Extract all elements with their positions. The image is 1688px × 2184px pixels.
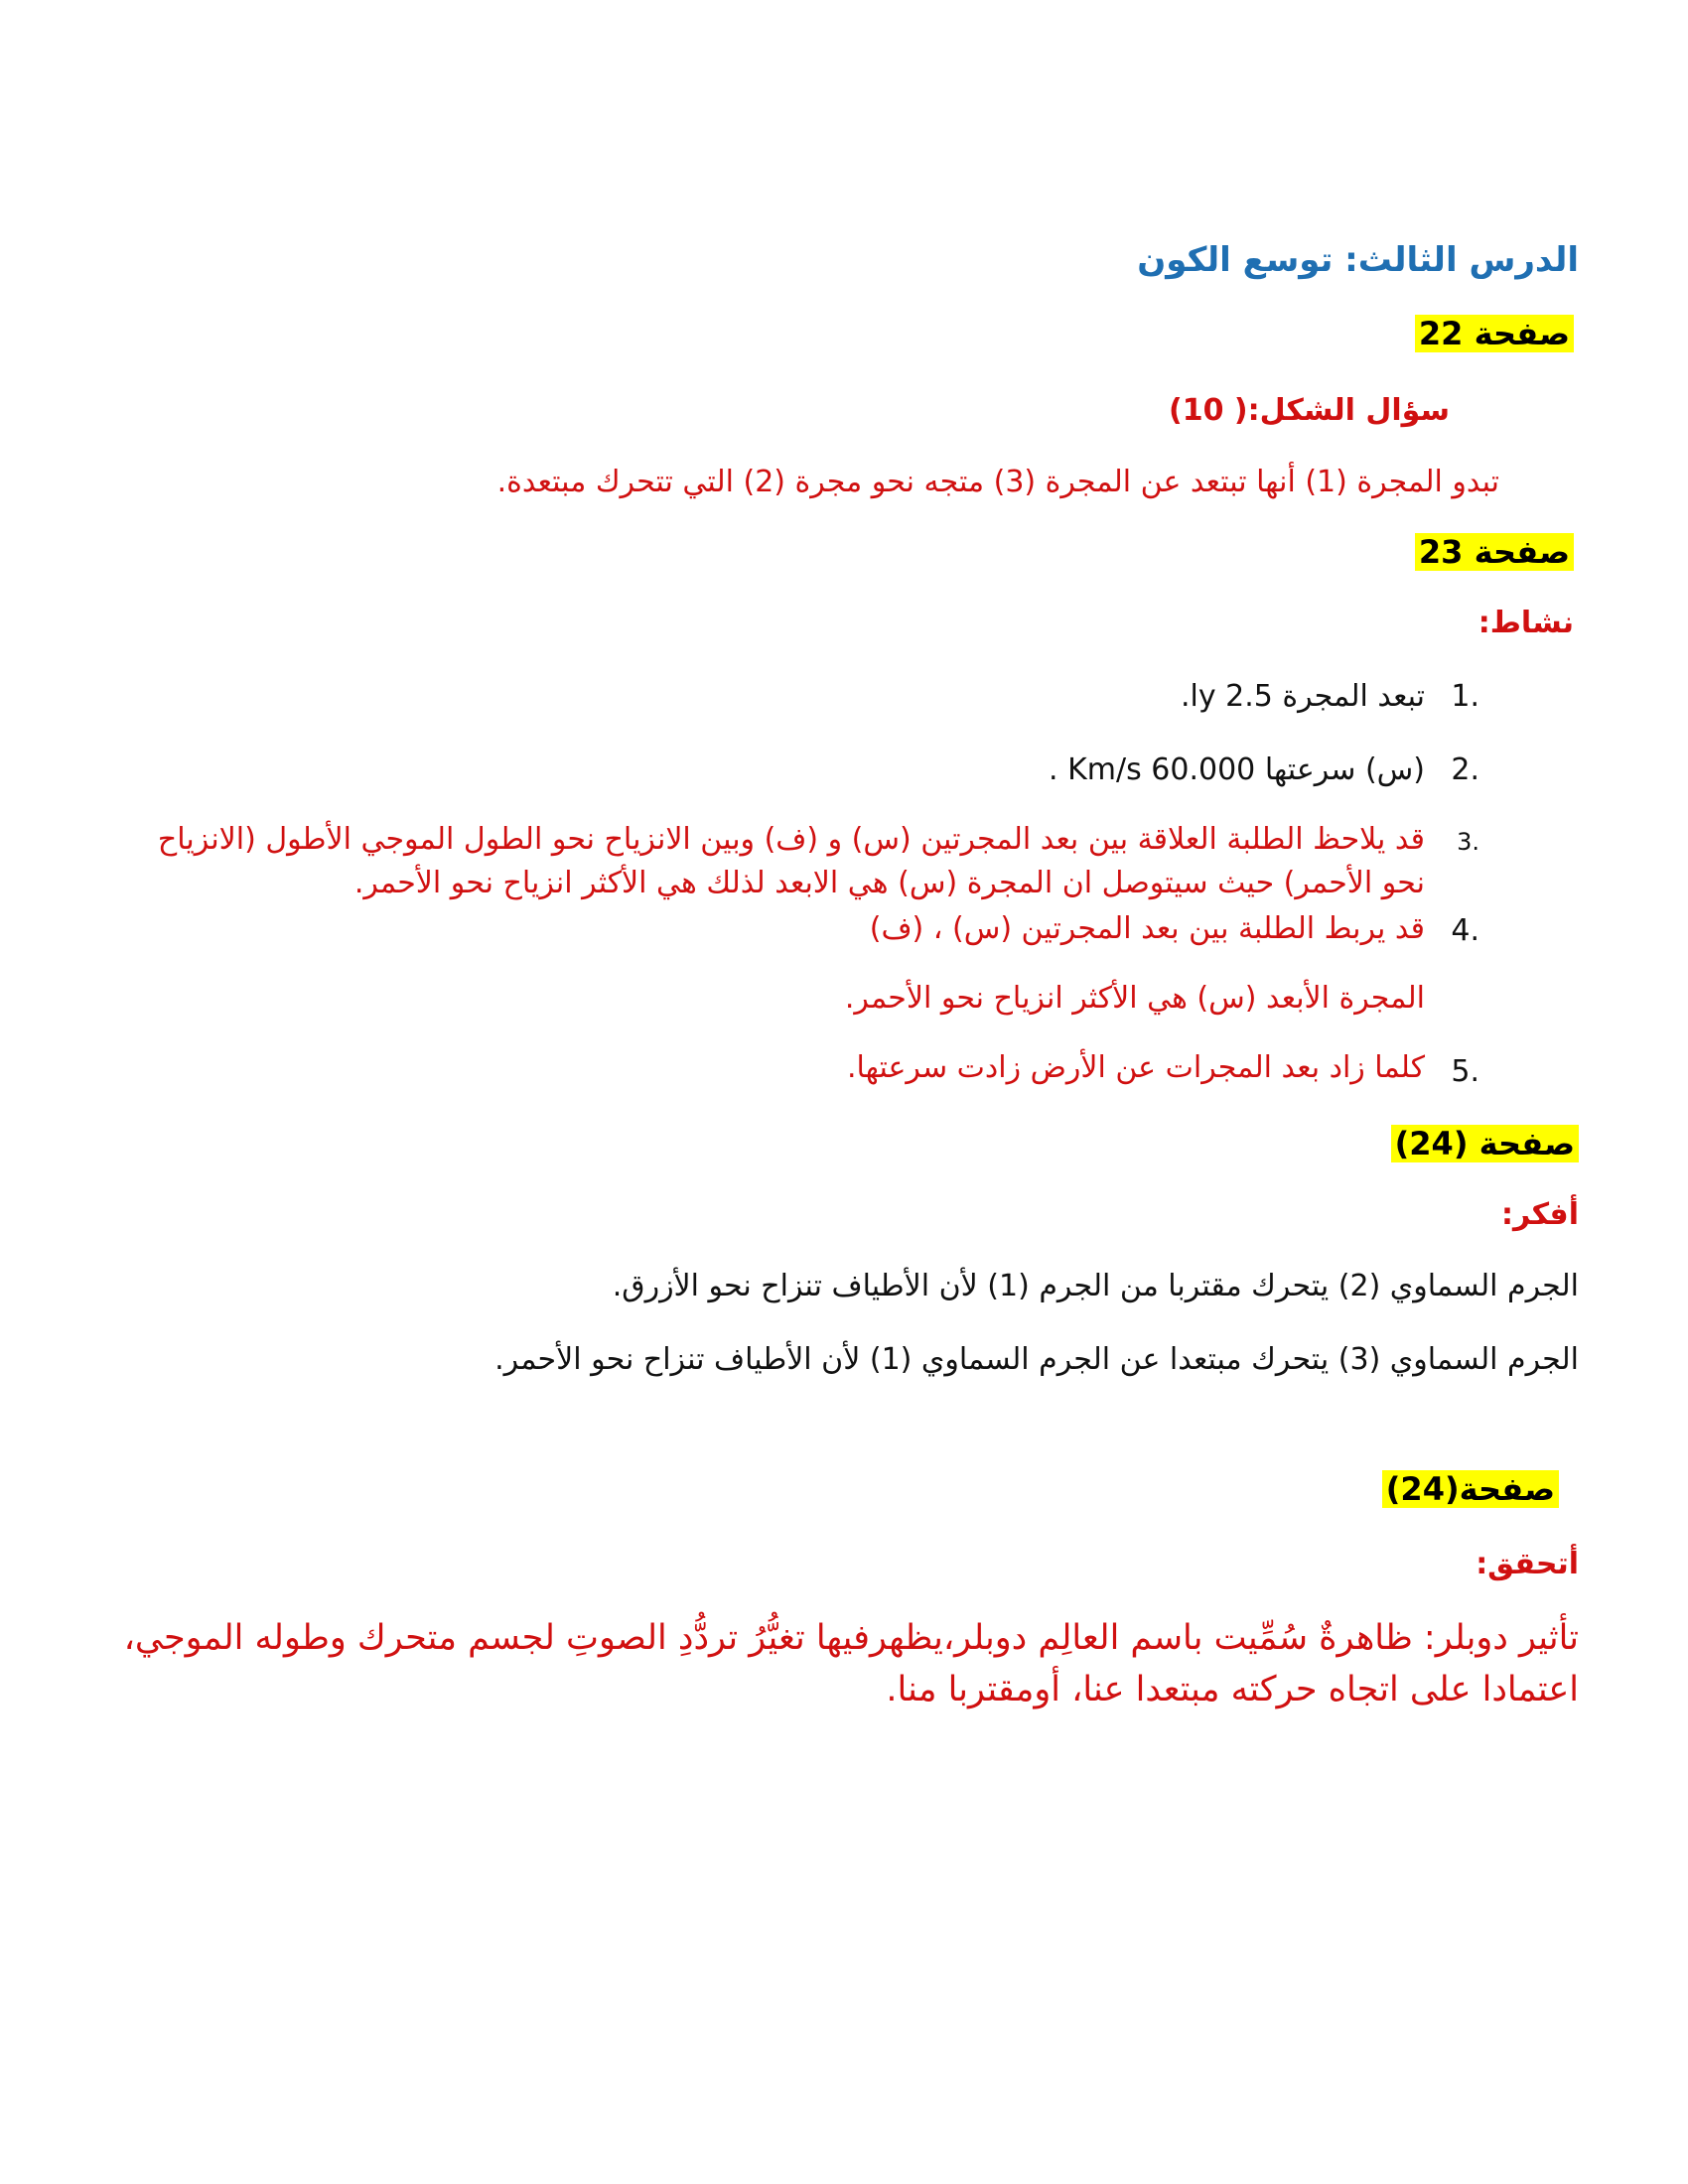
figure-question-answer: تبدو المجرة (1) أنها تبتعد عن المجرة (3) متجه نحو مجرة (2) التي تتحرك مبتعدة.: [496, 465, 1499, 499]
think-label: أفكر:: [1500, 1197, 1579, 1232]
activity-item-1-text: تبعد المجرة 2.5 ly.: [1180, 679, 1425, 714]
activity-item-3-number: 3.: [1457, 828, 1479, 856]
lesson-title: الدرس الثالث: توسع الكون: [1137, 240, 1579, 280]
activity-item-5-text: كلما زاد بعد المجرات عن الأرض زادت سرعتها.: [846, 1050, 1425, 1085]
page-24-heading: صفحة (24): [1391, 1125, 1579, 1162]
page-22-heading: صفحة 22: [1415, 315, 1574, 352]
activity-item-2-number: 2.: [1451, 752, 1479, 787]
page-22-heading-wrap: [1415, 314, 1574, 355]
activity-item-4-text: قد يربط الطلبة بين بعد المجرتين (س) ، (ف): [869, 911, 1425, 946]
figure-question-label: سؤال الشكل:( 10): [1169, 393, 1450, 428]
activity-item-4-number: 4.: [1451, 913, 1479, 948]
activity-item-2-text: (س) سرعتها 60.000 Km/s .: [1049, 752, 1425, 787]
page-24b-heading: صفحة(24): [1382, 1470, 1559, 1508]
activity-label: نشاط:: [1477, 606, 1574, 640]
verify-line-2: اعتمادا على اتجاه حركته مبتعدا عنا، أومقتربا منا.: [886, 1670, 1579, 1709]
think-line-1: الجرم السماوي (2) يتحرك مقتربا من الجرم (1) لأن الأطياف تنزاح نحو الأزرق.: [612, 1269, 1579, 1303]
page-23-heading-wrap: [1415, 532, 1574, 574]
think-line-2: الجرم السماوي (3) يتحرك مبتعدا عن الجرم السماوي (1) لأن الأطياف تنزاح نحو الأحمر.: [494, 1342, 1579, 1377]
activity-item-3-line-1: قد يلاحظ الطلبة العلاقة بين بعد المجرتين (س) و (ف) وبين الانزياح نحو الطول الموجي الأطول (الانزياح: [157, 822, 1425, 857]
activity-item-4-sub: المجرة الأبعد (س) هي الأكثر انزياح نحو الأحمر.: [844, 981, 1425, 1016]
page-24-heading-wrap: [1391, 1124, 1579, 1165]
page-23-heading: صفحة 23: [1415, 533, 1574, 571]
activity-item-3-line-2: نحو الأحمر) حيث سيتوصل ان المجرة (س) هي الابعد لذلك هي الأكثر انزياح نحو الأحمر.: [353, 866, 1425, 900]
activity-item-5-number: 5.: [1451, 1054, 1479, 1089]
page-24b-heading-wrap: [1382, 1469, 1559, 1511]
verify-line-1: تأثير دوبلر: ظاهرةٌ سُمِّيت باسم العالِم دوبلر،يظهرفيها تغيُّرُ تردُّدِ الصوتِ لجسم متحرك وطوله الموجي،: [123, 1618, 1579, 1658]
verify-label: أتحقق:: [1476, 1547, 1579, 1581]
activity-item-1-number: 1.: [1451, 679, 1479, 714]
